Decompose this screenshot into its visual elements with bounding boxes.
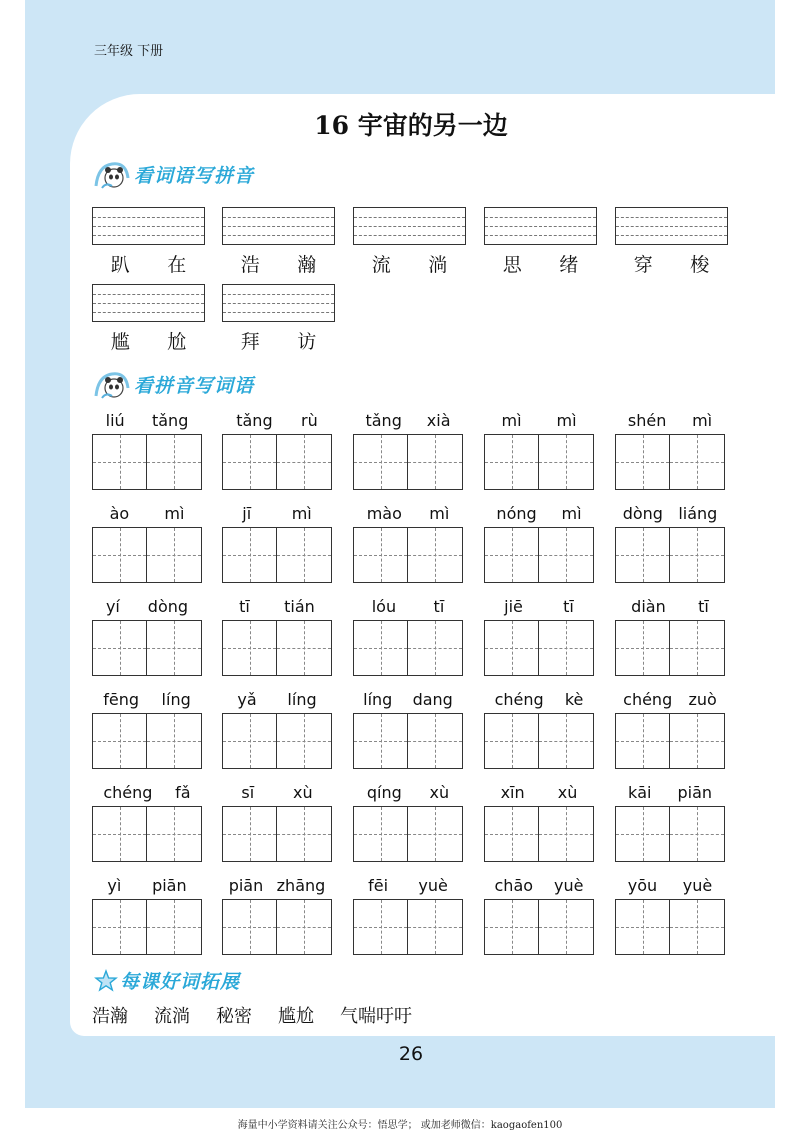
tianzi-cell[interactable] — [670, 806, 725, 862]
tianzi-grid — [222, 434, 332, 490]
tianzi-cell[interactable] — [670, 527, 725, 583]
tianzi-exercise-item — [353, 406, 463, 490]
pinyin-syllable: fēng — [103, 690, 140, 709]
tianzi-grid — [92, 713, 202, 769]
pinyin-syllable: yuè — [554, 876, 584, 895]
pinyin-prompt — [484, 406, 594, 430]
tianzi-cell[interactable] — [670, 899, 725, 955]
word-character: 淌 — [428, 254, 448, 276]
tianzi-exercise-item — [484, 871, 594, 955]
pinyin-answer-box[interactable] — [92, 284, 205, 322]
pinyin-syllable: xù — [429, 783, 450, 802]
pinyin-syllable: yōu — [627, 876, 658, 895]
pinyin-syllable: yǎ — [237, 690, 257, 709]
tianzi-grid — [353, 713, 463, 769]
tianzi-exercise-item — [484, 685, 594, 769]
pinyin-syllable: líng — [287, 690, 317, 709]
tianzi-grid — [615, 806, 725, 862]
section-write-pinyin-title: 看词语写拼音 — [134, 164, 255, 187]
section-write-words-header — [92, 366, 254, 402]
tianzi-exercise-item — [222, 592, 332, 676]
tianzi-grid — [484, 620, 594, 676]
pinyin-exercise-item — [353, 207, 466, 277]
page-number: 26 — [398, 1043, 424, 1065]
pinyin-syllable: xià — [426, 411, 451, 430]
pinyin-syllable: chéng — [494, 690, 544, 709]
tianzi-cell[interactable] — [408, 713, 463, 769]
extension-word-list — [92, 1002, 412, 1028]
pinyin-syllable: fǎ — [175, 783, 191, 802]
pinyin-answer-box[interactable] — [222, 284, 335, 322]
pinyin-syllable: dòng — [622, 504, 663, 523]
pinyin-syllable: líng — [161, 690, 191, 709]
tianzi-cell[interactable] — [92, 806, 147, 862]
pinyin-prompt — [353, 685, 463, 709]
tianzi-cell[interactable] — [222, 527, 277, 583]
tianzi-cell[interactable] — [670, 713, 725, 769]
tianzi-cell[interactable] — [539, 620, 594, 676]
tianzi-grid — [92, 527, 202, 583]
pinyin-prompt — [615, 685, 725, 709]
pinyin-syllable: jī — [242, 504, 252, 523]
tianzi-exercise-item — [615, 592, 725, 676]
tianzi-cell[interactable] — [615, 527, 670, 583]
tianzi-grid — [484, 806, 594, 862]
tianzi-exercise-item — [353, 778, 463, 862]
pinyin-answer-box[interactable] — [484, 207, 597, 245]
pinyin-answer-box[interactable] — [353, 207, 466, 245]
tianzi-exercise-item — [615, 871, 725, 955]
pinyin-syllable: tǎng — [236, 411, 273, 430]
tianzi-grid — [92, 806, 202, 862]
pinyin-prompt — [222, 871, 332, 895]
pinyin-prompt — [353, 499, 463, 523]
tianzi-grid — [353, 434, 463, 490]
tianzi-exercise-item — [92, 499, 202, 583]
tianzi-exercise-item — [92, 871, 202, 955]
word-characters — [615, 250, 728, 277]
tianzi-cell[interactable] — [277, 713, 332, 769]
pinyin-prompt — [484, 778, 594, 802]
grade-label: 三年级 下册 — [94, 44, 164, 59]
tianzi-exercise-item — [92, 778, 202, 862]
pinyin-syllable: xù — [557, 783, 578, 802]
tianzi-cell[interactable] — [147, 527, 202, 583]
tianzi-cell[interactable] — [615, 713, 670, 769]
tianzi-cell[interactable] — [408, 527, 463, 583]
pinyin-syllable: tī — [433, 597, 445, 616]
tianzi-exercise-item — [222, 499, 332, 583]
tianzi-grid — [615, 434, 725, 490]
tianzi-grid — [222, 620, 332, 676]
pinyin-prompt — [484, 871, 594, 895]
tianzi-exercise-item — [615, 778, 725, 862]
panda-icon — [92, 366, 132, 402]
pinyin-syllable: yì — [107, 876, 122, 895]
pinyin-syllable: piān — [152, 876, 187, 895]
tianzi-cell[interactable] — [277, 434, 332, 490]
pinyin-syllable: shén — [627, 411, 667, 430]
pinyin-syllable: líng — [363, 690, 393, 709]
tianzi-exercise-item — [222, 406, 332, 490]
tianzi-cell[interactable] — [277, 806, 332, 862]
tianzi-cell[interactable] — [92, 899, 147, 955]
tianzi-grid — [484, 713, 594, 769]
tianzi-cell[interactable] — [353, 527, 408, 583]
pinyin-syllable: zhāng — [276, 876, 326, 895]
section-extension-header — [94, 967, 240, 994]
tianzi-cell[interactable] — [539, 434, 594, 490]
extension-word: 气喘吁吁 — [340, 1006, 412, 1027]
word-characters — [222, 250, 335, 277]
word-characters — [484, 250, 597, 277]
pinyin-syllable: sī — [241, 783, 255, 802]
pinyin-syllable: xīn — [500, 783, 525, 802]
pinyin-prompt — [222, 406, 332, 430]
pinyin-prompt — [615, 592, 725, 616]
tianzi-exercise-item — [353, 499, 463, 583]
tianzi-cell[interactable] — [484, 434, 539, 490]
tianzi-grid — [484, 434, 594, 490]
tianzi-cell[interactable] — [670, 620, 725, 676]
section-write-pinyin-header — [92, 156, 254, 192]
tianzi-cell[interactable] — [484, 806, 539, 862]
tianzi-cell[interactable] — [92, 620, 147, 676]
star-icon — [94, 969, 118, 993]
pinyin-prompt — [484, 592, 594, 616]
lesson-title: 16 宇宙的另一边 — [314, 111, 508, 140]
pinyin-exercise-item — [92, 284, 205, 354]
tianzi-cell[interactable] — [353, 713, 408, 769]
pinyin-syllable: kè — [564, 690, 584, 709]
word-character: 在 — [167, 254, 187, 276]
tianzi-exercise-item — [353, 871, 463, 955]
tianzi-grid — [92, 434, 202, 490]
tianzi-grid — [353, 806, 463, 862]
pinyin-syllable: tī — [239, 597, 250, 616]
tianzi-cell[interactable] — [222, 713, 277, 769]
tianzi-cell[interactable] — [353, 620, 408, 676]
footer-note: 海量中小学资料请关注公众号：悟思学； 或加老师微信：kaogaofen100 — [237, 1120, 563, 1131]
tianzi-cell[interactable] — [147, 713, 202, 769]
pinyin-syllable: rù — [301, 411, 318, 430]
tianzi-cell[interactable] — [353, 434, 408, 490]
pinyin-syllable: jiē — [504, 597, 523, 616]
word-characters — [222, 327, 335, 354]
tianzi-cell[interactable] — [670, 434, 725, 490]
tianzi-cell[interactable] — [277, 527, 332, 583]
pinyin-syllable: kāi — [627, 783, 652, 802]
tianzi-grid — [353, 899, 463, 955]
pinyin-syllable: chāo — [494, 876, 534, 895]
tianzi-exercise-item — [353, 592, 463, 676]
tianzi-exercise-item — [615, 685, 725, 769]
pinyin-syllable: tǎng — [151, 411, 189, 430]
word-character: 流 — [371, 254, 391, 276]
tianzi-cell[interactable] — [539, 899, 594, 955]
pinyin-prompt — [353, 871, 463, 895]
pinyin-prompt — [92, 406, 202, 430]
word-character: 瀚 — [297, 254, 317, 276]
tianzi-grid — [92, 620, 202, 676]
word-character: 梭 — [690, 254, 710, 276]
word-character: 思 — [502, 254, 522, 276]
pinyin-prompt — [615, 871, 725, 895]
tianzi-cell[interactable] — [147, 899, 202, 955]
tianzi-cell[interactable] — [615, 899, 670, 955]
pinyin-syllable: mì — [429, 504, 450, 523]
section-extension-title: 每课好词拓展 — [120, 971, 241, 993]
tianzi-cell[interactable] — [484, 899, 539, 955]
extension-word: 秘密 — [216, 1006, 252, 1027]
word-characters — [353, 250, 466, 277]
word-character: 尴 — [110, 331, 130, 353]
tianzi-exercise-item — [92, 406, 202, 490]
tianzi-exercise-item — [92, 592, 202, 676]
tianzi-cell[interactable] — [92, 434, 147, 490]
pinyin-syllable: tǎng — [365, 411, 402, 430]
pinyin-syllable: mì — [692, 411, 713, 430]
tianzi-cell[interactable] — [353, 806, 408, 862]
word-character: 趴 — [110, 254, 130, 276]
tianzi-cell[interactable] — [147, 806, 202, 862]
tianzi-cell[interactable] — [92, 713, 147, 769]
pinyin-syllable: tī — [563, 597, 574, 616]
tianzi-cell[interactable] — [222, 434, 277, 490]
tianzi-cell[interactable] — [615, 434, 670, 490]
tianzi-exercise-item — [353, 685, 463, 769]
tianzi-grid — [92, 899, 202, 955]
word-character: 绪 — [559, 254, 579, 276]
tianzi-grid — [615, 713, 725, 769]
tianzi-cell[interactable] — [92, 527, 147, 583]
pinyin-syllable: piān — [228, 876, 264, 895]
pinyin-prompt — [92, 592, 202, 616]
tianzi-cell[interactable] — [408, 899, 463, 955]
tianzi-exercise-item — [222, 778, 332, 862]
tianzi-grid — [484, 899, 594, 955]
tianzi-cell[interactable] — [277, 620, 332, 676]
word-character: 浩 — [240, 254, 260, 276]
pinyin-syllable: liú — [105, 411, 125, 430]
pinyin-prompt — [222, 685, 332, 709]
pinyin-exercise-item — [222, 284, 335, 354]
pinyin-syllable: tī — [698, 597, 709, 616]
pinyin-syllable: xù — [292, 783, 313, 802]
tianzi-exercise-item — [484, 499, 594, 583]
pinyin-answer-box[interactable] — [615, 207, 728, 245]
pinyin-answer-box[interactable] — [92, 207, 205, 245]
tianzi-cell[interactable] — [484, 713, 539, 769]
pinyin-prompt — [92, 499, 202, 523]
extension-word: 尴尬 — [278, 1006, 314, 1027]
tianzi-cell[interactable] — [147, 434, 202, 490]
word-character: 穿 — [633, 254, 653, 276]
pinyin-syllable: piān — [677, 783, 713, 802]
word-characters — [92, 250, 205, 277]
pinyin-syllable: lóu — [371, 597, 397, 616]
tianzi-exercise-item — [615, 406, 725, 490]
pinyin-prompt — [222, 499, 332, 523]
pinyin-syllable: tián — [284, 597, 315, 616]
tianzi-cell[interactable] — [539, 527, 594, 583]
pinyin-exercise-item — [615, 207, 728, 277]
pinyin-answer-box[interactable] — [222, 207, 335, 245]
tianzi-cell[interactable] — [222, 806, 277, 862]
pinyin-syllable: zuò — [688, 690, 717, 709]
pinyin-prompt — [615, 778, 725, 802]
tianzi-grid — [615, 620, 725, 676]
pinyin-prompt — [92, 685, 202, 709]
tianzi-cell[interactable] — [408, 434, 463, 490]
section-write-words-title: 看拼音写词语 — [134, 374, 255, 397]
pinyin-syllable: dòng — [147, 597, 189, 616]
tianzi-cell[interactable] — [615, 806, 670, 862]
pinyin-syllable: dang — [412, 690, 453, 709]
word-character: 访 — [297, 331, 317, 353]
tianzi-cell[interactable] — [353, 899, 408, 955]
extension-word: 浩瀚 — [92, 1006, 128, 1027]
tianzi-exercise-item — [222, 685, 332, 769]
tianzi-grid — [222, 527, 332, 583]
tianzi-cell[interactable] — [539, 806, 594, 862]
tianzi-grid — [222, 713, 332, 769]
pinyin-prompt — [615, 499, 725, 523]
pinyin-prompt — [353, 406, 463, 430]
tianzi-cell[interactable] — [615, 620, 670, 676]
tianzi-cell[interactable] — [539, 713, 594, 769]
pinyin-syllable: fēi — [368, 876, 389, 895]
tianzi-cell[interactable] — [484, 620, 539, 676]
pinyin-syllable: chéng — [623, 690, 673, 709]
pinyin-syllable: yuè — [418, 876, 448, 895]
tianzi-cell[interactable] — [147, 620, 202, 676]
pinyin-prompt — [92, 778, 202, 802]
tianzi-grid — [353, 527, 463, 583]
extension-word: 流淌 — [154, 1006, 190, 1027]
pinyin-syllable: mì — [164, 504, 185, 523]
pinyin-syllable: yuè — [682, 876, 713, 895]
pinyin-syllable: diàn — [631, 597, 666, 616]
pinyin-syllable: qíng — [366, 783, 402, 802]
tianzi-cell[interactable] — [408, 620, 463, 676]
tianzi-grid — [615, 527, 725, 583]
tianzi-cell[interactable] — [408, 806, 463, 862]
tianzi-cell[interactable] — [277, 899, 332, 955]
word-characters — [92, 327, 205, 354]
pinyin-prompt — [222, 778, 332, 802]
pinyin-syllable: liáng — [678, 504, 718, 523]
tianzi-grid — [484, 527, 594, 583]
pinyin-syllable: mào — [366, 504, 402, 523]
tianzi-exercise-item — [615, 499, 725, 583]
pinyin-prompt — [615, 406, 725, 430]
pinyin-prompt — [484, 499, 594, 523]
pinyin-syllable: yí — [105, 597, 120, 616]
tianzi-exercise-item — [484, 778, 594, 862]
pinyin-syllable: nóng — [496, 504, 537, 523]
pinyin-syllable: mì — [561, 504, 582, 523]
pinyin-syllable: mì — [291, 504, 312, 523]
tianzi-grid — [222, 899, 332, 955]
pinyin-syllable: mì — [501, 411, 522, 430]
pinyin-prompt — [353, 778, 463, 802]
pinyin-prompt — [353, 592, 463, 616]
pinyin-exercise-item — [92, 207, 205, 277]
word-character: 尬 — [167, 331, 187, 353]
pinyin-syllable: mì — [556, 411, 577, 430]
pinyin-exercise-item — [222, 207, 335, 277]
pinyin-prompt — [92, 871, 202, 895]
tianzi-cell[interactable] — [222, 620, 277, 676]
word-character: 拜 — [240, 331, 260, 353]
tianzi-exercise-item — [222, 871, 332, 955]
tianzi-cell[interactable] — [222, 899, 277, 955]
tianzi-exercise-item — [92, 685, 202, 769]
tianzi-cell[interactable] — [484, 527, 539, 583]
pinyin-syllable: chéng — [103, 783, 153, 802]
tianzi-grid — [615, 899, 725, 955]
tianzi-grid — [353, 620, 463, 676]
pinyin-prompt — [484, 685, 594, 709]
panda-icon — [92, 156, 132, 192]
tianzi-exercise-item — [484, 592, 594, 676]
tianzi-exercise-item — [484, 406, 594, 490]
pinyin-exercise-item — [484, 207, 597, 277]
tianzi-grid — [222, 806, 332, 862]
pinyin-syllable: ào — [109, 504, 130, 523]
pinyin-prompt — [222, 592, 332, 616]
